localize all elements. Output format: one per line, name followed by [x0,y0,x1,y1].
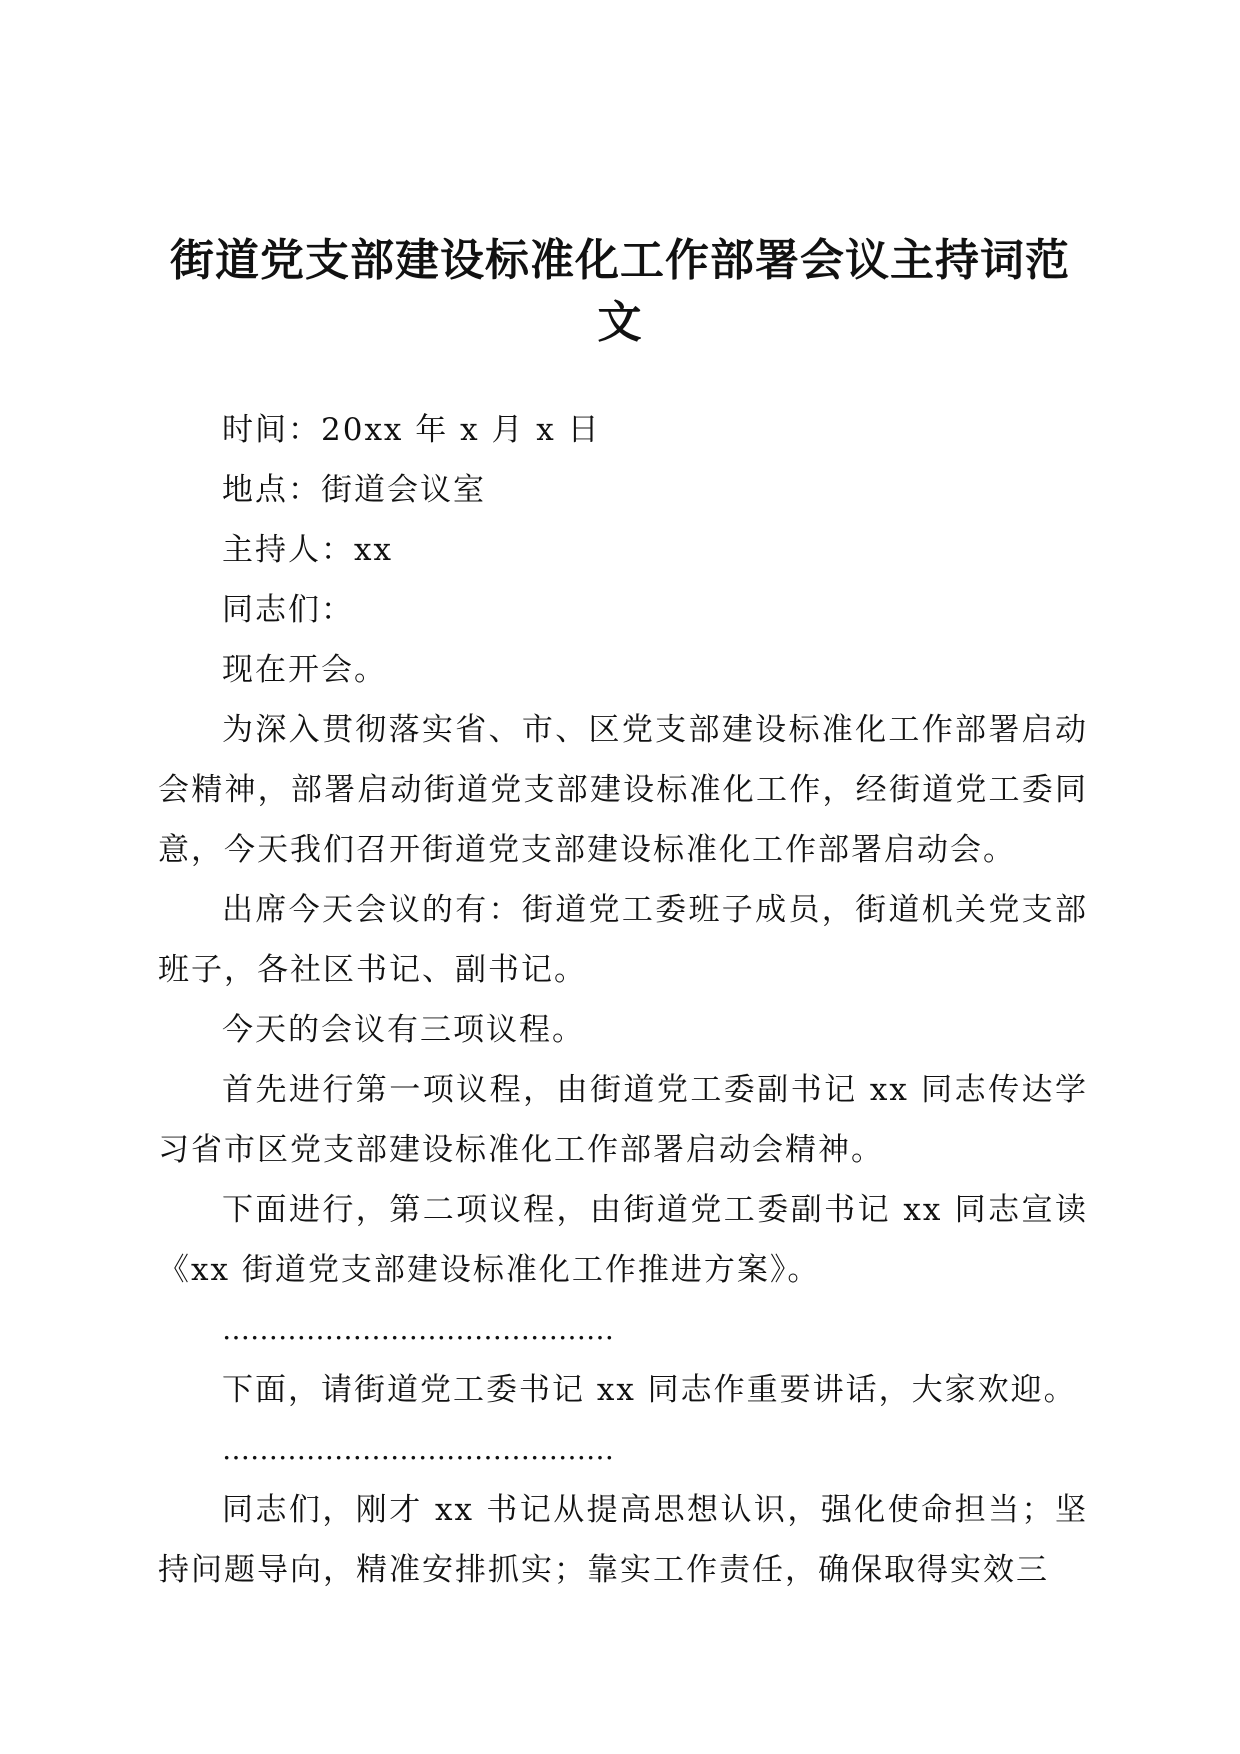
meeting-host: 主持人：xx [222,532,393,568]
salutation: 同志们： [222,592,354,628]
document-body [158,400,1088,1600]
meeting-time: 时间：20xx 年 x 月 x 日 [222,412,601,448]
agenda-item-one: 首先进行第一项议程，由街道党工委副书记 xx 同志传达学习省市区党支部建设标准化工作部署启动会精神。 [158,1072,1088,1168]
opening-line: 现在开会。 [222,652,387,688]
speech-invitation: 下面，请街道党工委书记 xx 同志作重要讲话，大家欢迎。 [222,1372,1077,1408]
closing-summary-paragraph: 同志们，刚才 xx 书记从提高思想认识，强化使命担当；坚持问题导向，精准安排抓实；靠实工作责任，确保取得实效三 [158,1492,1088,1588]
document-title: 街道党支部建设标准化工作部署会议主持词范文 [170,235,1070,348]
meeting-location: 地点：街道会议室 [222,472,486,508]
ellipsis-separator: …………………………………… [222,1313,614,1346]
ellipsis-separator: …………………………………… [222,1433,614,1466]
attendees-paragraph: 出席今天会议的有：街道党工委班子成员，街道机关党支部班子，各社区书记、副书记。 [158,892,1088,988]
agenda-summary: 今天的会议有三项议程。 [222,1012,585,1048]
purpose-paragraph: 为深入贯彻落实省、市、区党支部建设标准化工作部署启动会精神，部署启动街道党支部建设标准化工作，经街道党工委同意，今天我们召开街道党支部建设标准化工作部署启动会。 [158,712,1088,868]
agenda-item-two: 下面进行，第二项议程，由街道党工委副书记 xx 同志宣读《xx 街道党支部建设标准化工作推进方案》。 [158,1192,1088,1288]
